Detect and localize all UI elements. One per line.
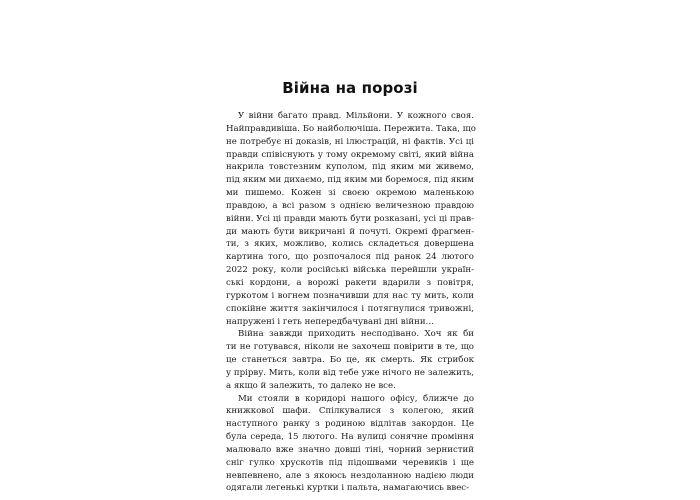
text-line: Найправдивіша. Бо найболючіша. Пережита. Така, що [226, 123, 476, 134]
text-line: під яким ми дихаємо, під яким ми боремося, під яким [226, 175, 474, 186]
text-line: невпевнено, але з якоюсь нездоланною надією люди [226, 470, 474, 481]
text-line: 2022 року, коли російські війська перейшли україн- [226, 265, 474, 276]
article-body [226, 110, 474, 495]
text-line: сніг гулко хрускотів під підошвами черевиків і ще [226, 457, 474, 468]
text-line: ди мають бути викричані й почуті. Окремі фрагмен- [226, 226, 474, 237]
article [226, 78, 474, 495]
text-line: ти, з яких, можливо, колись складеться довершена [226, 239, 474, 250]
text-line: ми пишемо. Кожен зі своєю окремою маленькою [226, 188, 474, 199]
text-line: Війна завжди приходить несподівано. Хоч як би [238, 329, 474, 340]
paragraph [226, 393, 474, 496]
text-line: У війни багато правд. Мільйони. У кожного своя. [238, 111, 474, 121]
text-line: картина того, що розпочалося під ранок 24 лютого [226, 252, 474, 263]
text-line: гуркотом і вогнем позначивши для нас ту мить, коли [226, 290, 474, 301]
text-line: була середа, 15 лютого. На вулиці сонячне проміння [226, 432, 474, 443]
text-line: напружені і геть непередбачувані дні війни… [226, 316, 435, 327]
text-line: малювало вже значно довші тіні, чорний зернистий [226, 444, 474, 455]
text-line: ти не готувався, ніколи не захочеш повірити в те, що [226, 342, 474, 353]
text-line: а якщо й залежить, то далеко не все. [226, 380, 396, 391]
text-line: накрила товстезним куполом, під яким ми живемо, [226, 162, 474, 173]
text-line: спокійне життя закінчилося і потягнулися тривожні, [226, 303, 474, 314]
paragraph [226, 328, 474, 392]
paragraph [226, 110, 474, 328]
text-line: війни. Усі ці правди мають бути розказані, усі ці прав- [226, 213, 474, 224]
text-line: ські кордони, а ворожі ракети вдарили з повітря, [226, 277, 474, 288]
text-line: книжкової шафи. Спілкувалися з колегою, який [226, 406, 474, 417]
text-line: правдою, а всі разом з однією величезною правдою [226, 200, 474, 211]
text-line: не потребує ні доказів, ні ілюстрацій, ні фактів. Усі ці [226, 136, 474, 147]
text-line: Ми стояли в коридорі нашого офісу, ближче до [238, 393, 474, 404]
text-line: у прірву. Мить, коли від тебе уже нічого не залежить, [226, 367, 474, 378]
text-line: це станеться завтра. Бо це, як смерть. Як стрибок [226, 355, 474, 366]
text-line: правди співіснують у тому окремому світі, який війна [226, 149, 474, 160]
page-title: Війна на порозі [282, 79, 418, 97]
text-line: одягали легенькі куртки і пальта, намагаючись ввес- [226, 483, 470, 494]
text-line: наступного ранку з родиною відлітав закордон. Це [226, 419, 474, 430]
